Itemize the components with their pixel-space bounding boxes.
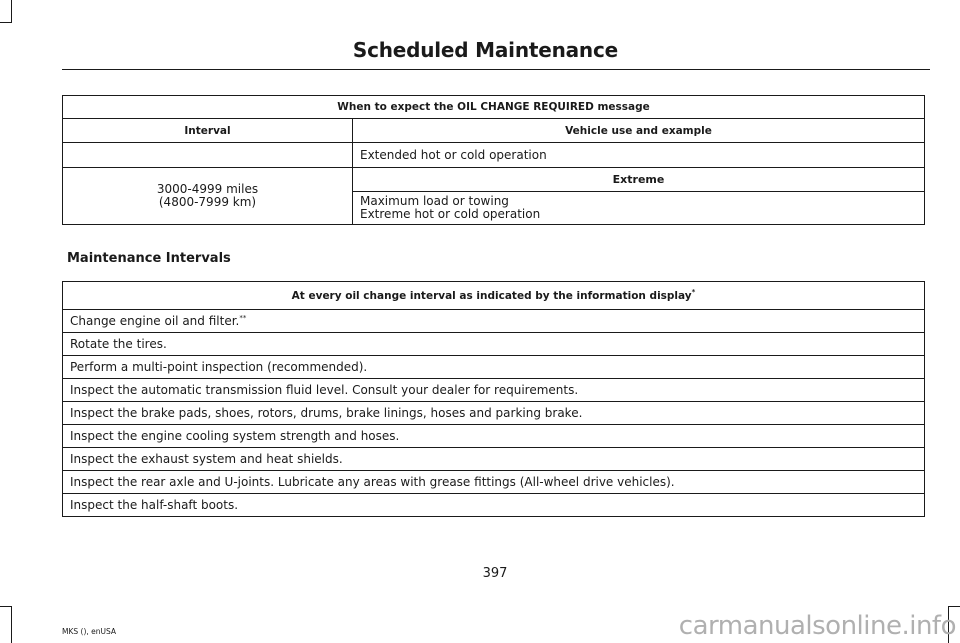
table-row [63, 402, 925, 425]
title-rule [62, 69, 930, 70]
crop-mark-top-left-vertical [11, 0, 12, 22]
list-item: Inspect the exhaust system and heat shields. [63, 448, 925, 471]
list-item: Inspect the rear axle and U-joints. Lubricate any areas with grease fittings (All-wheel drive vehicles). [63, 471, 925, 494]
extreme-header-cell: Extreme [353, 168, 925, 192]
interval-km: (4800-7999 km) [158, 195, 257, 209]
maintenance-title-text: At every oil change interval as indicated by the information display [291, 289, 692, 302]
maintenance-intervals-table [62, 281, 925, 517]
column-header-row [63, 119, 925, 143]
table-row [63, 168, 925, 192]
oil-change-table [62, 95, 925, 225]
list-item: Inspect the automatic transmission fluid level. Consult your dealer for requirements. [63, 379, 925, 402]
crop-mark-bottom-right-horizontal [948, 606, 960, 607]
footer-code: MKS (), enUSA [62, 627, 117, 636]
table-title-row [63, 282, 925, 310]
table-row [63, 471, 925, 494]
table-row [63, 310, 925, 333]
table-row [63, 448, 925, 471]
list-item: Inspect the half-shaft boots. [63, 494, 925, 517]
table-row [63, 143, 925, 168]
watermark: carmanualsonline.info [678, 611, 956, 641]
empty-cell [63, 143, 353, 168]
crop-mark-bottom-left-vertical [11, 606, 12, 643]
column-header-vehicle-use: Vehicle use and example [353, 119, 925, 143]
list-item: Perform a multi-point inspection (recommended). [63, 356, 925, 379]
page-title: Scheduled Maintenance [352, 38, 618, 62]
column-header-interval: Interval [63, 119, 353, 143]
table-title-row [63, 96, 925, 119]
oil-table-title: When to expect the OIL CHANGE REQUIRED message [63, 96, 925, 119]
interval-miles: 3000-4999 miles [156, 182, 259, 196]
table-row [63, 333, 925, 356]
footnote-marker: ** [239, 314, 247, 322]
list-item [63, 310, 925, 333]
table-row [63, 425, 925, 448]
maintenance-table-title [63, 282, 925, 310]
extreme-temp-text: Extreme hot or cold operation [360, 207, 541, 221]
list-item: Inspect the engine cooling system strength and hoses. [63, 425, 925, 448]
section-heading: Maintenance Intervals [67, 251, 231, 266]
extended-operation-cell: Extended hot or cold operation [353, 143, 925, 168]
list-item: Inspect the brake pads, shoes, rotors, drums, brake linings, hoses and parking brake. [63, 402, 925, 425]
table-row [63, 379, 925, 402]
extreme-load-text: Maximum load or towing [360, 194, 509, 208]
extreme-detail-cell [353, 192, 925, 225]
interval-cell [63, 168, 353, 225]
table-row [63, 494, 925, 517]
list-item: Rotate the tires. [63, 333, 925, 356]
crop-mark-top-left-horizontal [0, 22, 12, 23]
page-number: 397 [482, 566, 508, 581]
list-item-text: Change engine oil and filter. [70, 314, 240, 328]
table-row [63, 356, 925, 379]
footnote-marker: * [691, 287, 696, 296]
